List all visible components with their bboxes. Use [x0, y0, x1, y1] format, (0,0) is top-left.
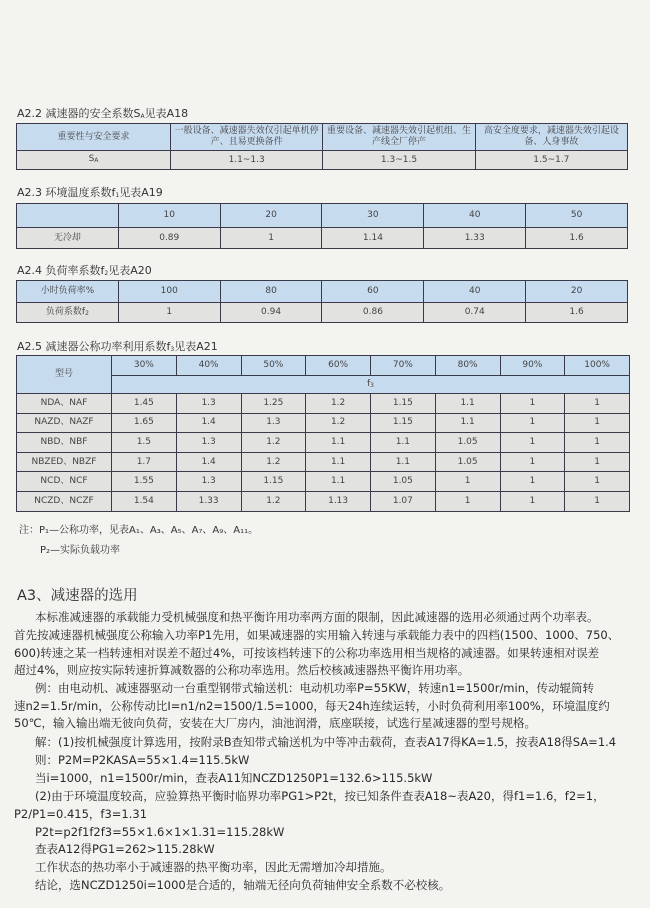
table-cell: 60	[322, 281, 424, 303]
table-cell: 1.14	[322, 228, 424, 249]
table-cell: 1.2	[241, 491, 306, 511]
table-cell: 30	[322, 204, 424, 228]
table-cell: 0.94	[220, 303, 322, 323]
model-header: 型号	[17, 356, 112, 394]
table-cell: 1.2	[241, 433, 306, 453]
table-cell: 1	[565, 413, 630, 433]
section-a25-heading: A2.5 减速器公称功率利用系数$f_3$见表A21	[17, 340, 218, 353]
body-text-line: 首先按减速器机械强度公称输入功率P1先用，如果减速器的实用输入转速与承载能力表中的四档(1500、1000、750、	[14, 628, 620, 642]
row-label: NCD、NCF	[17, 472, 112, 492]
row-label: NBZED、NBZF	[17, 452, 112, 472]
table-cell: 10	[118, 204, 220, 228]
table-cell: 0.74	[424, 303, 526, 323]
table-cell: 20	[220, 204, 322, 228]
body-text-line: 解：(1)按机械强度计算选用，按附录B查知带式输送机为中等冲击载荷，查表A17得KA=1.5，按表A18得SA=1.4	[35, 735, 617, 749]
load-column-header: 60%	[306, 356, 371, 376]
body-text-line: 则：P2M=P2KASA=55×1.4=115.5kW	[35, 753, 250, 767]
section-a23-heading: A2.3 环境温度系数$f_1$见表A19	[17, 186, 163, 199]
table-row	[17, 433, 630, 453]
table-cell: 1.6	[526, 303, 628, 323]
table-cell: 1.45	[112, 394, 177, 414]
table-cell: 1.1~1.3	[171, 151, 323, 170]
table-row	[17, 228, 628, 249]
table-header-row	[17, 356, 630, 376]
body-text-line: 结论，选NCZD1250i=1000是合适的，轴端无径向负荷轴伸安全系数不必校核。	[35, 878, 451, 892]
table-cell: 1.5~1.7	[475, 151, 627, 170]
table-row	[17, 472, 630, 492]
table-row	[17, 452, 630, 472]
table-cell: 1	[500, 452, 565, 472]
table-a19	[16, 203, 628, 249]
row-label: 小时负荷率%	[17, 281, 119, 303]
table-cell: 1.3	[176, 394, 241, 414]
table-header-cell: 重要性与安全要求	[17, 124, 171, 151]
load-column-header: 100%	[565, 356, 630, 376]
table-cell: 1.1	[306, 452, 371, 472]
table-cell: 1	[565, 491, 630, 511]
table-cell: 1.05	[435, 433, 500, 453]
table-cell: 1	[565, 394, 630, 414]
table-row	[17, 281, 628, 303]
table-cell: 1.1	[306, 472, 371, 492]
body-text-line: 例：由电动机、减速器驱动一台重型钢带式输送机：电动机功率P=55KW，转速n1=1500r/min，传动辊筒转	[35, 681, 594, 695]
section-a24-heading: A2.4 负荷率系数$f_2$见表A20	[17, 264, 152, 277]
table-cell: 1.33	[424, 228, 526, 249]
load-column-header: 40%	[176, 356, 241, 376]
table-cell: 1.7	[112, 452, 177, 472]
table-cell: 1.1	[371, 452, 436, 472]
table-cell: 1	[220, 228, 322, 249]
table-row	[17, 413, 630, 433]
table-cell: 1	[500, 413, 565, 433]
body-text-line: P2/P1=0.415，f3=1.31	[14, 807, 148, 821]
table-cell: 100	[118, 281, 220, 303]
table-header-cell: 一般设备、减速器失效仅引起单机停产、且易更换备件	[171, 124, 323, 151]
table-cell: 1.2	[306, 413, 371, 433]
load-column-header: 80%	[435, 356, 500, 376]
table-row	[17, 394, 630, 414]
table-cell: 1.1	[371, 433, 436, 453]
table-cell: 1.1	[435, 394, 500, 414]
table-row	[17, 303, 628, 323]
table-cell: 0.86	[322, 303, 424, 323]
table-cell: 1.54	[112, 491, 177, 511]
table-a20	[16, 280, 628, 323]
table-cell: 1.2	[241, 452, 306, 472]
table-cell: 1.15	[371, 413, 436, 433]
table-cell: 1.2	[306, 394, 371, 414]
body-text-line: 速n2=1.5r/min，公称传动比I=n1/n2=1500/1.5=1000，每天24h连续运转，小时负荷利用率100%，环境温度约	[14, 699, 610, 713]
row-label: $S_A$	[17, 151, 171, 170]
table-cell: 0.89	[118, 228, 220, 249]
table-cell: 40	[424, 281, 526, 303]
table-cell: 50	[526, 204, 628, 228]
table-cell: 1.25	[241, 394, 306, 414]
table-cell: 1.15	[241, 472, 306, 492]
table-cell: 1	[565, 433, 630, 453]
table-cell: 1.4	[176, 413, 241, 433]
row-label: NAZD、NAZF	[17, 413, 112, 433]
table-cell: 1.55	[112, 472, 177, 492]
table-cell: 80	[220, 281, 322, 303]
body-text-line: 600)转速之某一档转速相对误差不超过4%，可按该档转速下的公称功率选用相当规格的减速器。如果转速相对误差	[14, 646, 600, 660]
row-label	[17, 204, 119, 228]
table-cell: 1.5	[112, 433, 177, 453]
body-text-line: 50℃，输入输出端无彼向负荷，安装在大厂房内，油池润滑，底座联接，试选行星减速器的型号规格。	[14, 716, 537, 730]
f3-subheader: $f_3$	[112, 376, 630, 394]
table-cell: 20	[526, 281, 628, 303]
table-cell: 1.05	[371, 472, 436, 492]
table-cell: 1	[500, 472, 565, 492]
note-p1: 注：P₁—公称功率，见表A₁、A₃、A₅、A₇、A₉、A₁₁。	[19, 525, 259, 536]
section-a22-heading: A2.2 减速器的安全系数$S_A$见表A18	[17, 107, 189, 120]
load-column-header: 90%	[500, 356, 565, 376]
table-row	[17, 491, 630, 511]
table-cell: 1	[500, 433, 565, 453]
body-text-line: 本标准减速器的承载能力受机械强度和热平衡许用功率两方面的限制，因此减速器的选用必须通过两个功率表。	[35, 610, 599, 624]
table-cell: 1	[565, 452, 630, 472]
load-column-header: 30%	[112, 356, 177, 376]
body-text-line: 当i=1000，n1=1500r/min，查表A11知NCZD1250P1=132.6>115.5kW	[35, 771, 433, 785]
table-row	[17, 204, 628, 228]
table-cell: 1	[500, 394, 565, 414]
table-a18	[16, 123, 628, 170]
body-text-line: (2)由于环境温度较高，应验算热平衡时临界功率PG1>P2t，按已知条件查表A18~表A20，得f1=1.6，f2=1，	[35, 789, 605, 803]
row-label: NBD、NBF	[17, 433, 112, 453]
table-cell: 1.05	[435, 452, 500, 472]
table-cell: 1.15	[371, 394, 436, 414]
table-cell: 1.1	[435, 413, 500, 433]
row-label: NDA、NAF	[17, 394, 112, 414]
table-cell: 1.3	[241, 413, 306, 433]
table-cell: 1	[435, 472, 500, 492]
table-cell: 1.65	[112, 413, 177, 433]
load-column-header: 50%	[241, 356, 306, 376]
table-cell: 1.13	[306, 491, 371, 511]
row-label: NCZD、NCZF	[17, 491, 112, 511]
table-cell: 1.3~1.5	[323, 151, 475, 170]
table-cell: 1	[118, 303, 220, 323]
table-cell: 1	[435, 491, 500, 511]
body-text-line: 超过4%，则应按实际转速折算减数器的公称功率选用。然后校核减速器热平衡许用功率。	[14, 663, 470, 677]
table-cell: 40	[424, 204, 526, 228]
table-cell: 1.33	[176, 491, 241, 511]
section-a3-heading: A3、减速器的选用	[17, 588, 138, 604]
table-cell: 1.07	[371, 491, 436, 511]
row-label: 负荷系数$f_2$	[17, 303, 119, 323]
table-cell: 1.4	[176, 452, 241, 472]
table-cell: 1.3	[176, 472, 241, 492]
table-header-cell: 重要设备、减速器失效引起机组、生产线全厂停产	[323, 124, 475, 151]
note-p2: P₂—实际负载功率	[40, 545, 121, 556]
table-cell: 1.3	[176, 433, 241, 453]
body-text-line: P2t=p2f1f2f3=55×1.6×1×1.31=115.28kW	[35, 825, 285, 839]
row-label: 无冷却	[17, 228, 119, 249]
table-a21	[16, 355, 630, 512]
table-header-cell: 高安全度要求，减速器失效引起设备、人身事故	[475, 124, 627, 151]
table-cell: 1.6	[526, 228, 628, 249]
table-cell: 1	[565, 472, 630, 492]
table-cell: 1	[500, 491, 565, 511]
load-column-header: 70%	[371, 356, 436, 376]
body-text-line: 查表A12得PG1=262>115.28kW	[35, 842, 215, 856]
body-text-line: 工作状态的热功率小于减速器的热平衡功率，因此无需增加冷却措施。	[35, 860, 392, 874]
table-cell: 1.1	[306, 433, 371, 453]
